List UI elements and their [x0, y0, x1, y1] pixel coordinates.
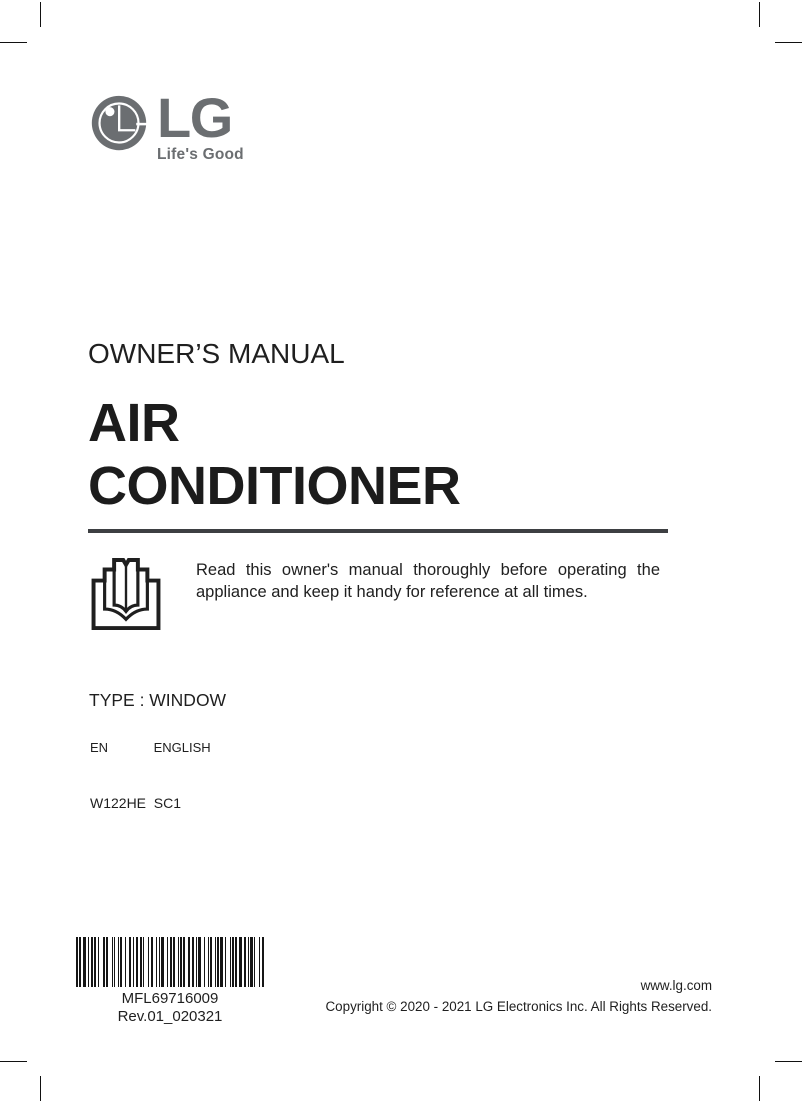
crop-mark-top-right-vertical: [759, 2, 760, 27]
lg-logo: [90, 86, 244, 163]
page-title-line1: AIR: [88, 393, 180, 453]
language-code: EN: [90, 740, 109, 755]
barcode-revision: Rev.01_020321: [117, 1008, 223, 1025]
read-notice: [88, 553, 660, 635]
language-name: ENGLISH: [153, 740, 211, 755]
page-title: [88, 392, 461, 518]
open-book-icon: [88, 553, 164, 635]
crop-mark-bottom-right-horizontal: [775, 1061, 802, 1062]
crop-mark-top-left-vertical: [40, 2, 41, 27]
read-notice-text: Read this owner's manual thoroughly before operating the appliance and keep it handy for reference at all times.: [196, 561, 660, 601]
document-kind-heading: OWNER’S MANUAL: [88, 338, 345, 369]
website-link[interactable]: www.lg.com: [640, 978, 712, 993]
part-number-barcode: [76, 937, 264, 1025]
crop-mark-bottom-left-horizontal: [0, 1061, 27, 1062]
title-divider-rule: [88, 529, 668, 533]
crop-mark-top-left-horizontal: [0, 42, 27, 43]
barcode-number: MFL69716009: [121, 990, 219, 1007]
language-row: [90, 740, 211, 755]
copyright-text: Copyright © 2020 - 2021 LG Electronics Inc. All Rights Reserved.: [325, 999, 712, 1014]
type-label: TYPE : WINDOW: [89, 690, 227, 710]
barcode-bars: [76, 937, 264, 987]
footer: [326, 975, 712, 1017]
crop-mark-bottom-left-vertical: [40, 1076, 41, 1101]
lg-face-icon: [90, 94, 148, 152]
crop-mark-bottom-right-vertical: [759, 1076, 760, 1101]
model-code: W122HE SC1: [90, 795, 182, 811]
crop-mark-top-right-horizontal: [775, 42, 802, 43]
lg-tagline: Life's Good: [157, 146, 244, 163]
lg-brand-wordmark: LG: [157, 86, 232, 149]
page-title-line2: CONDITIONER: [88, 456, 461, 516]
